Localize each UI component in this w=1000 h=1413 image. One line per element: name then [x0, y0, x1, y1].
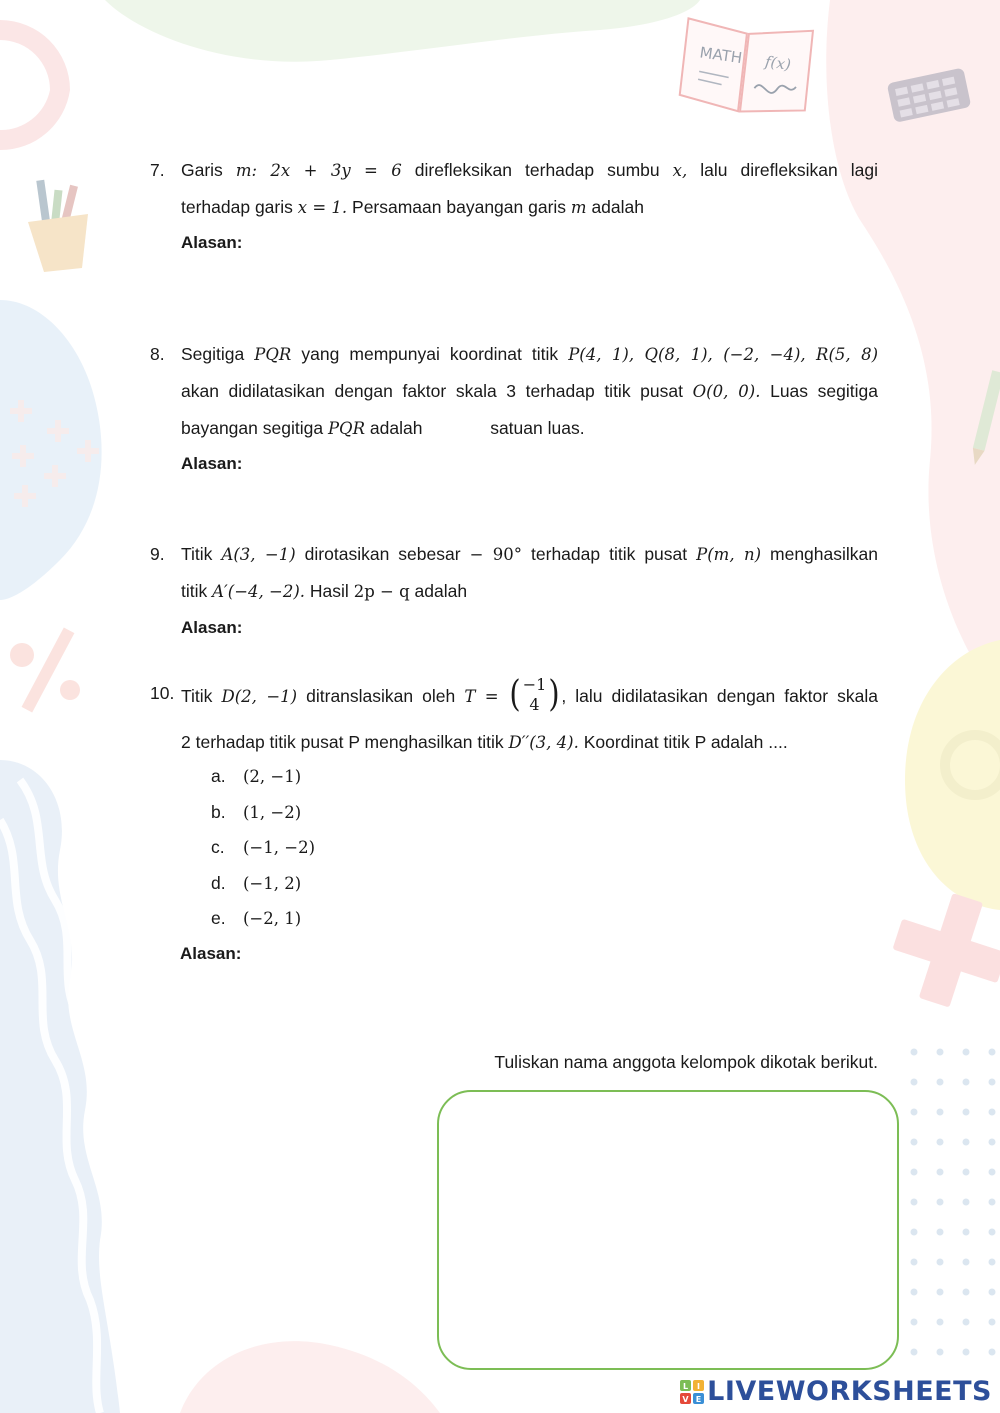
option-e[interactable]: [211, 901, 315, 937]
math-expression: D(2, −1): [221, 687, 298, 706]
math-expression: A(3, −1): [221, 545, 296, 564]
option-value: (1, −2): [243, 802, 302, 822]
math-expression: D′′(3, 4).: [508, 733, 579, 752]
logo-letter: V: [682, 1394, 689, 1404]
group-names-box[interactable]: [437, 1090, 899, 1370]
text-fragment: dirotasikan sebesar: [304, 544, 461, 564]
text-fragment: Titik: [181, 544, 213, 564]
math-expression: O(0, 0).: [692, 382, 761, 401]
liveworksheets-logo-icon: [680, 1380, 704, 1404]
vector-top: −1: [522, 675, 547, 695]
math-expression: − 90°: [469, 545, 523, 564]
text-fragment: Luas segitiga: [770, 381, 878, 401]
book-math-text: MATH: [698, 43, 744, 68]
option-label: e.: [211, 908, 226, 928]
math-expression: T =: [464, 687, 499, 706]
text-fragment: Koordinat titik P adalah ....: [583, 732, 788, 752]
math-expression: P(m, n): [696, 545, 762, 564]
text-fragment: ditranslasikan oleh: [306, 686, 456, 706]
question-text: [181, 670, 878, 762]
brand-name: LIVEWORKSHEETS: [707, 1376, 992, 1407]
text-fragment: 2 terhadap titik pusat P menghasilkan titik: [181, 732, 504, 752]
answer-options: [211, 759, 315, 937]
option-value: (−1, 2): [243, 873, 302, 893]
logo-letter: I: [697, 1381, 701, 1391]
liveworksheets-brand: [680, 1376, 992, 1407]
text-fragment: adalah: [414, 581, 468, 601]
reason-label: Alasan:: [181, 454, 243, 473]
text-fragment: terhadap titik pusat: [531, 544, 688, 564]
group-instruction: Tuliskan nama anggota kelompok dikotak berikut.: [494, 1052, 878, 1072]
math-expression: PQR: [254, 345, 292, 364]
math-expression: x = 1.: [297, 198, 348, 217]
text-fragment: adalah: [369, 418, 423, 438]
reason-label: Alasan:: [181, 618, 243, 637]
text-fragment: Garis: [181, 160, 223, 180]
text-fragment: Titik: [181, 686, 213, 706]
math-expression: 2p − q: [353, 582, 410, 601]
question-text: [181, 536, 878, 610]
logo-letter: L: [683, 1381, 689, 1391]
math-expression: x,: [672, 161, 688, 180]
option-label: d.: [211, 872, 226, 893]
option-d[interactable]: [211, 866, 315, 902]
option-c[interactable]: [211, 830, 315, 866]
text-fragment: bayangan segitiga: [181, 418, 324, 438]
text-fragment: direfleksikan terhadap sumbu: [414, 160, 660, 180]
translation-vector: ( −1 4 ): [509, 674, 560, 716]
text-fragment: Segitiga: [181, 344, 245, 364]
question-text: [181, 152, 878, 226]
option-a[interactable]: [211, 759, 315, 795]
text-fragment: Hasil: [309, 581, 349, 601]
logo-letter: E: [695, 1394, 702, 1404]
text-fragment: terhadap garis: [181, 197, 293, 217]
book-fx-text: f(x): [763, 52, 792, 74]
option-label: a.: [211, 766, 226, 786]
question-text: [181, 336, 878, 447]
question-number: 10.: [150, 683, 175, 703]
math-expression: P(4, 1), Q(8, 1), (−2, −4), R(5, 8): [568, 345, 879, 364]
question-number: 8.: [150, 344, 165, 364]
option-value: (2, −1): [243, 767, 302, 786]
option-label: b.: [211, 801, 226, 822]
text-fragment: satuan luas.: [490, 418, 585, 438]
question-number: 7.: [150, 160, 165, 180]
reason-label: Alasan:: [180, 944, 242, 963]
text-fragment: titik: [181, 581, 208, 601]
math-expression: m: 2x + 3y = 6: [235, 161, 402, 180]
reason-label: Alasan:: [181, 233, 243, 252]
text-fragment: menghasilkan: [770, 544, 878, 564]
option-label: c.: [211, 837, 225, 857]
option-value: (−2, 1): [243, 909, 302, 928]
text-fragment: , lalu didilatasikan dengan faktor skala: [561, 686, 878, 706]
option-b[interactable]: [211, 795, 315, 831]
text-fragment: akan didilatasikan dengan faktor skala 3 terhadap titik pusat: [181, 381, 683, 401]
vector-bottom: 4: [529, 695, 540, 715]
math-expression: PQR: [327, 419, 365, 438]
option-value: (−1, −2): [243, 838, 316, 857]
math-expression: A′(−4, −2).: [212, 582, 306, 601]
text-fragment: lalu direfleksikan lagi: [700, 160, 878, 180]
math-expression: m: [570, 198, 587, 217]
text-fragment: adalah: [591, 197, 645, 217]
text-fragment: Persamaan bayangan garis: [352, 197, 567, 217]
text-fragment: yang mempunyai koordinat titik: [301, 344, 559, 364]
question-number: 9.: [150, 544, 165, 564]
